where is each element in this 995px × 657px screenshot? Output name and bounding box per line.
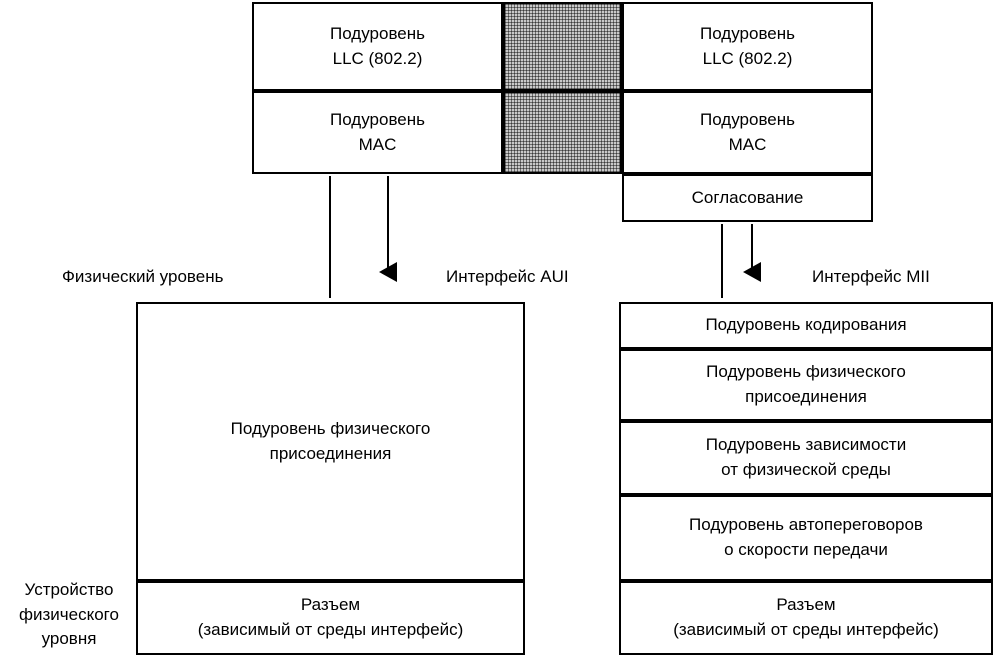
box-pma-right-line1: Подуровень физического — [706, 362, 906, 382]
box-pma-right — [619, 349, 993, 421]
box-mac-right-line2: MAC — [728, 134, 767, 154]
label-aui-interface: Интерфейс AUI — [446, 267, 569, 286]
box-reconciliation-line1: Согласование — [691, 187, 804, 207]
box-llc-left — [252, 2, 503, 91]
box-coding-line1: Подуровень кодирования — [705, 315, 907, 335]
box-llc-right-line1: Подуровень — [700, 23, 795, 43]
label-mii-interface: Интерфейс MII — [812, 267, 930, 286]
box-llc-right-line2: LLC (802.2) — [702, 48, 793, 68]
box-connector-right-line2: (зависимый от среды интерфейс) — [673, 620, 939, 639]
box-pma-left — [136, 302, 525, 581]
box-mac-left-line2: MAC — [358, 134, 397, 154]
hatched-separator-top — [503, 2, 622, 91]
box-connector-right — [619, 581, 993, 655]
label-device-physical-level — [8, 578, 130, 652]
box-pma-right-line2: присоединения — [745, 387, 867, 406]
box-mac-left-line1: Подуровень — [330, 109, 425, 129]
box-autoneg-line2: о скорости передачи — [724, 540, 888, 559]
box-pma-left-line2: присоединения — [269, 443, 392, 463]
hatched-separator-bottom — [503, 91, 622, 174]
box-reconciliation — [622, 174, 873, 222]
label-device-line1: Устройство — [24, 580, 114, 599]
box-autoneg-line1: Подуровень автопереговоров — [689, 515, 923, 535]
box-llc-left-line1: Подуровень — [330, 23, 425, 43]
box-autoneg — [619, 495, 993, 581]
box-llc-right — [622, 2, 873, 91]
box-pmd-right-line1: Подуровень зависимости — [705, 435, 907, 455]
box-connector-left-line1: Разъем — [300, 595, 361, 615]
label-physical-level: Физический уровень — [62, 267, 224, 286]
box-mac-right-line1: Подуровень — [700, 109, 795, 129]
box-pmd-right — [619, 421, 993, 495]
box-pma-left-line1: Подуровень физического — [230, 418, 431, 438]
label-device-line2: физического — [19, 604, 119, 624]
label-device-line3: уровня — [41, 629, 97, 649]
box-mac-right — [622, 91, 873, 174]
box-llc-left-line2: LLC (802.2) — [332, 48, 423, 68]
box-coding — [619, 302, 993, 349]
box-connector-right-line1: Разъем — [776, 595, 836, 615]
box-pmd-right-line2: от физической среды — [721, 460, 891, 479]
box-mac-left — [252, 91, 503, 174]
box-connector-left — [136, 581, 525, 655]
box-connector-left-line2: (зависимый от среды интерфейс) — [197, 620, 464, 639]
